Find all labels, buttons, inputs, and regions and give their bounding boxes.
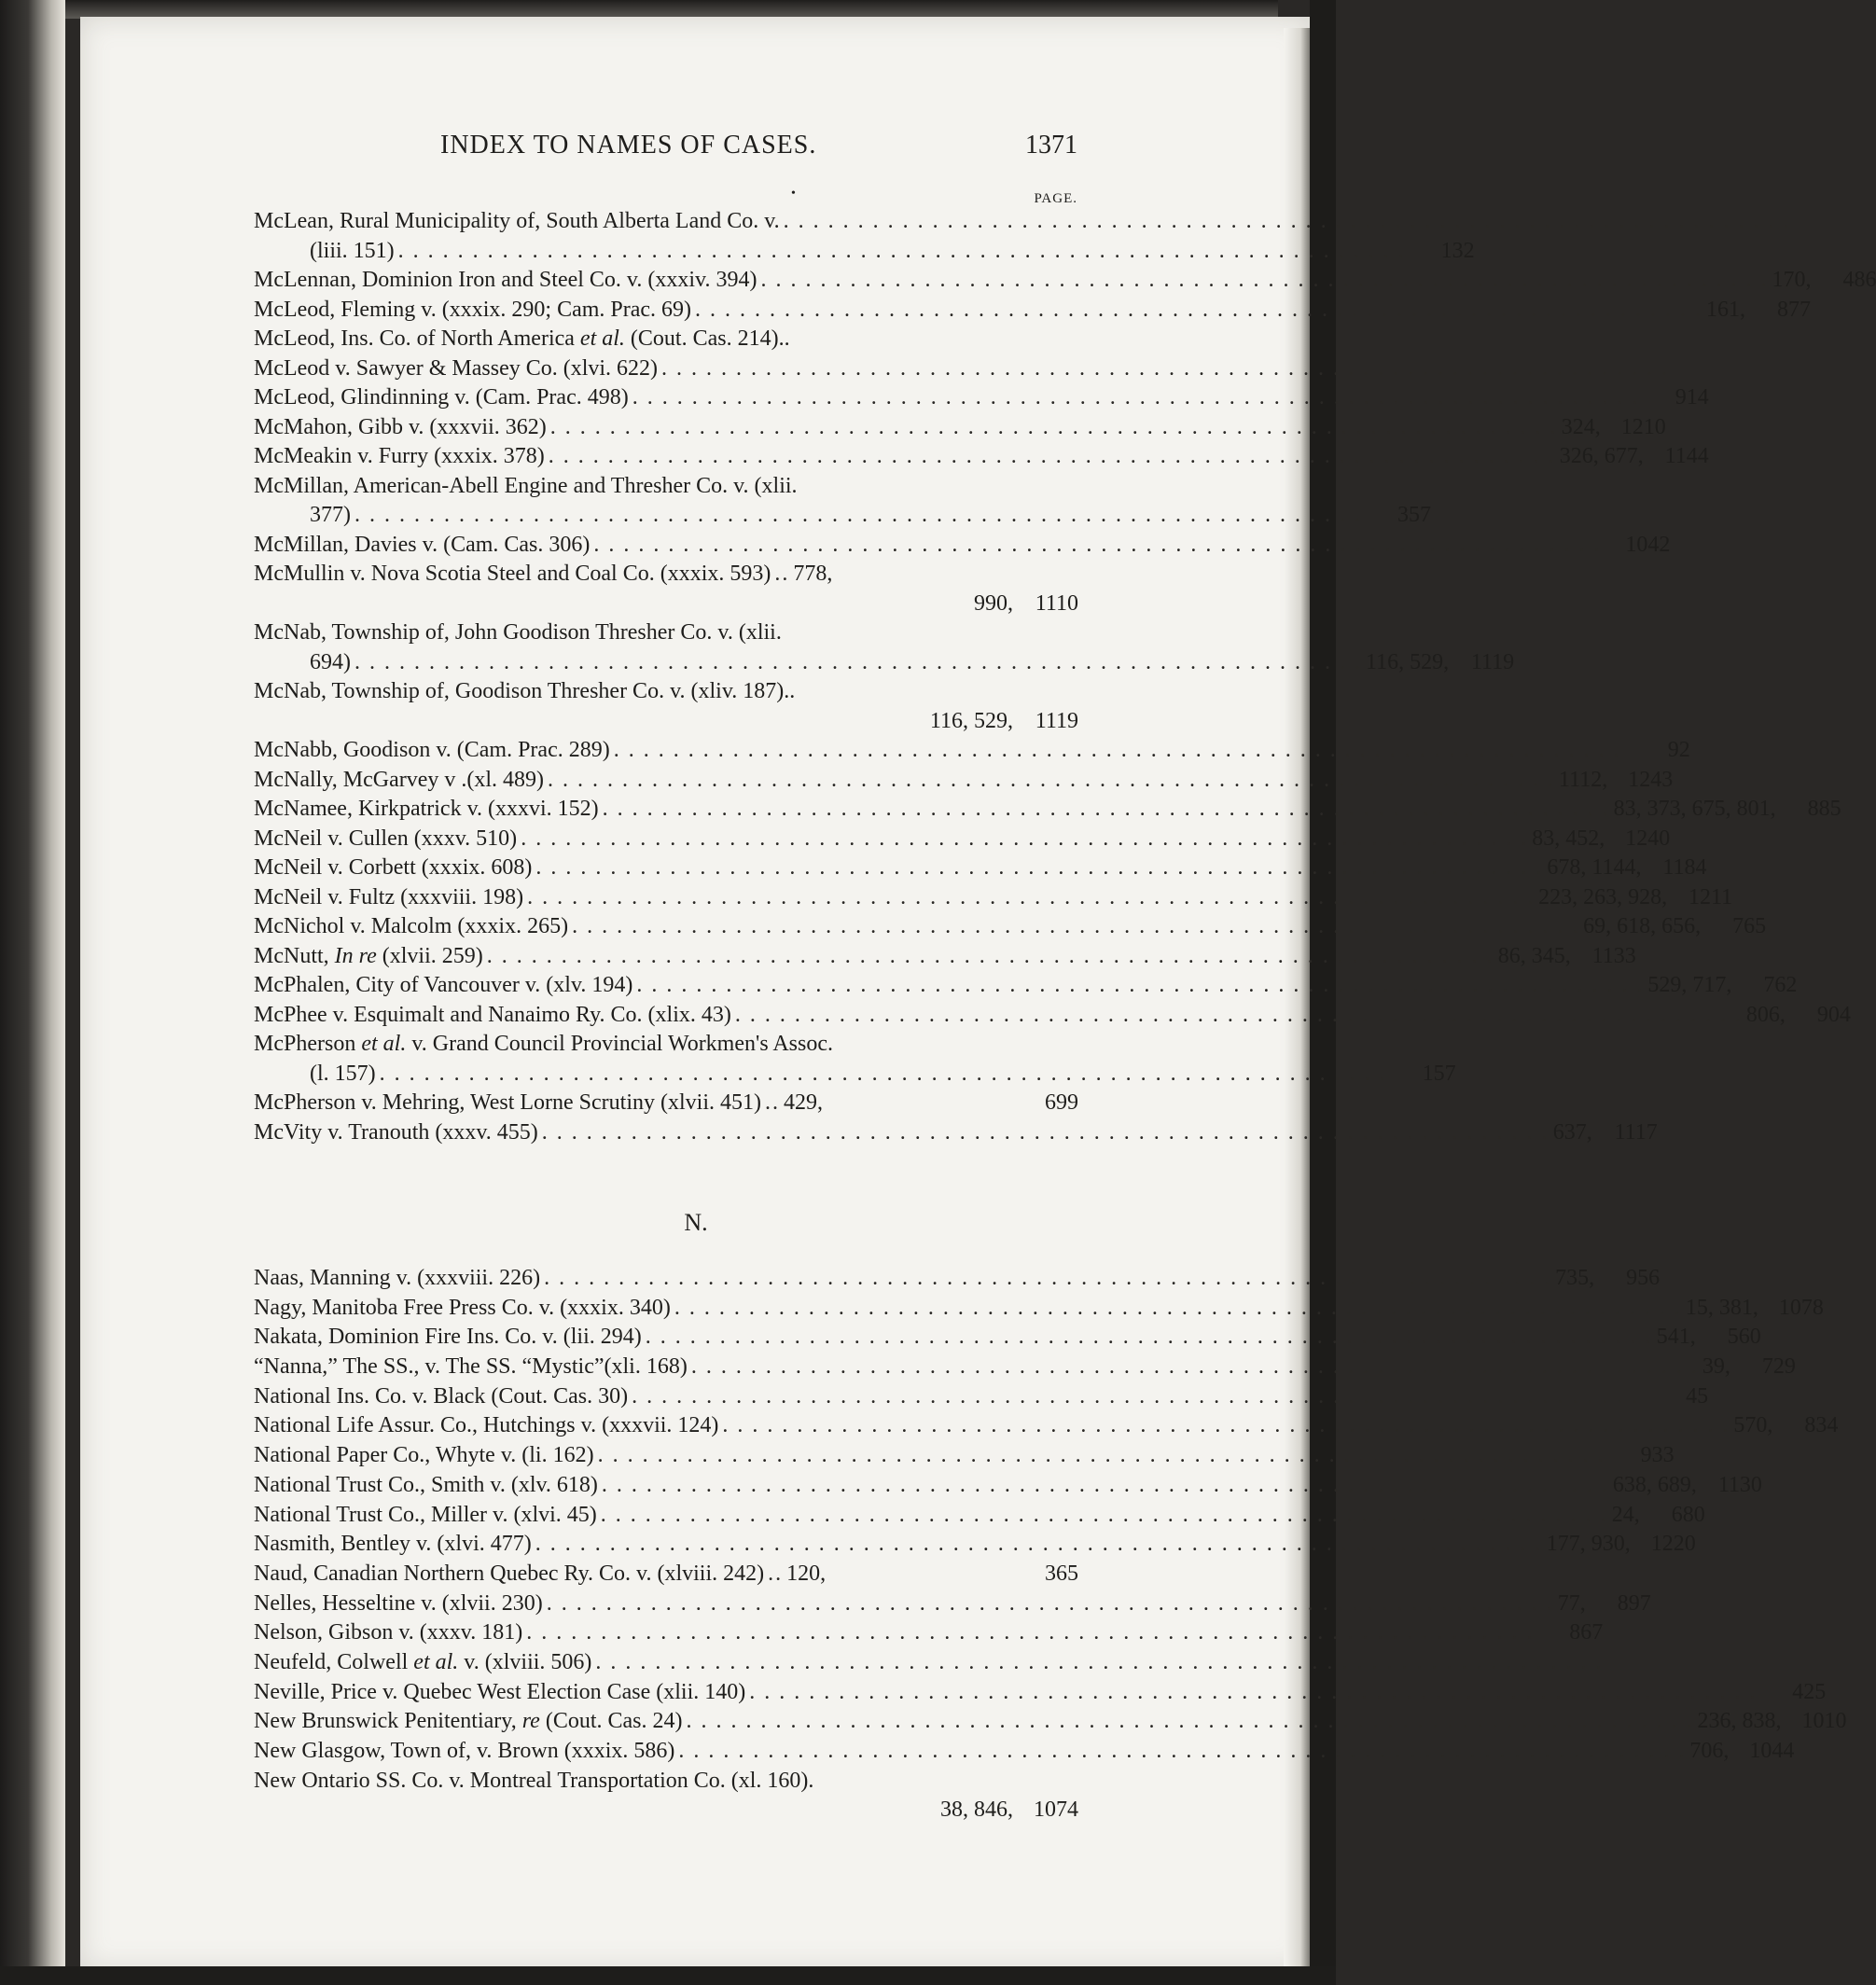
index-entry-line [254, 1411, 1839, 1441]
index-entry-line [254, 1618, 1604, 1648]
entry-page-number: 560 [1727, 1325, 1761, 1350]
entry-page-references: 541, [1656, 1325, 1696, 1350]
entry-case-name: 377) [310, 503, 351, 527]
entry-case-name: 694) [310, 649, 351, 674]
leader-dots: . . . . . . . . . . . . . . . . . . . . . . . . . . . . . . . . . . . . . . . . . . . . . . . . . . . . . . . . . . . . . . . . . . . . [645, 1325, 1653, 1350]
index-entry-line [254, 1060, 1456, 1090]
leader-dots: . . . . . . . . . . . . . . . . . . . . . . . . . . . . . . . . . . . . . . . . . . . . . . . . . . . . . . . . . . . . . . . . . . . . [535, 1532, 1543, 1557]
entry-case-name: McLennan, Dominion Iron and Steel Co. v. (xxxiv. 394) [254, 268, 757, 292]
leader-dots: . . . . . . . . . . . . . . . . . . . . . . . . . . . . . . . . . . . . . . . . . . . . . . . . . . . . . . . . . . . . . . . . . . . . [541, 1119, 1549, 1145]
entry-case-name: McPhalen, City of Vancouver v. (xlv. 194) [254, 973, 633, 997]
entry-case-name: McNab, Township of, John Goodison Thresher Co. v. (xlii. [254, 620, 782, 645]
entry-page-number: 1184 [1662, 855, 1707, 880]
leader-dots: . . . . . . . . . . . . . . . . . . . . . . . . . . . . . . . . . . . . . . . . . . . . . . . . . . . . . . . . . . . . . . . . . . . . [760, 268, 1769, 292]
leader-dots: . . . . . . . . . . . . . . . . . . . . . . . . . . . . . . . . . . . . . . . . . . . . . . . . . . . . . . . . . . . . . . . . . . . . [600, 1502, 1608, 1527]
entry-case-name: (l. 157) [310, 1061, 376, 1086]
entry-page-references: 637, [1552, 1119, 1592, 1145]
entry-case-name: McLean, Rural Municipality of, South Alberta Land Co. v. [254, 209, 780, 233]
leader-dots: . . . . . . . . . . . . . . . . . . . . . . . . . . . . . . . . . . . . . . . . . . . . . . . . . . . . . . . . . . . . . . . . . . . . [734, 1002, 1743, 1027]
index-entry-line [254, 590, 1078, 619]
entry-page-references: 706, [1689, 1739, 1730, 1763]
entry-page-references: 778, [793, 562, 833, 586]
entry-page-number: 1210 [1620, 414, 1666, 439]
index-entry-line [254, 1441, 1675, 1471]
entry-case-name: McNichol v. Malcolm (xxxix. 265) [254, 914, 569, 938]
leader-dots: . . . . . . . . . . . . . . . . . . . . . . . . . . . . . . . . . . . . . . . . . . . . . . . . . . . . . . . . . . . . . . . . . . . . [379, 1061, 1387, 1086]
leader-dots: . . . . . . . . . . . . . . . . . . . . . . . . . . . . . . . . . . . . . . . . . . . . . . . . . . . . . . . . . . . . . . . . . . . . [548, 767, 1556, 792]
entry-page-references: 24, [1611, 1502, 1640, 1527]
index-entry-line [254, 1323, 1761, 1353]
leader-dots: . . . . . . . . . . . . . . . . . . . . . . . . . . . . . . . . . . . . . . . . . . . . . . . . . . . . . . . . . . . . . . . . . . . . [613, 738, 1621, 762]
index-entry-line [254, 883, 1733, 913]
index-entry-line [254, 1530, 1696, 1560]
entry-page-number: 729 [1761, 1354, 1796, 1380]
entry-page-number: 762 [1763, 973, 1798, 997]
entry-case-name: McNutt, In re (xlvii. 259) [254, 943, 483, 968]
entry-page-number: 45 [1686, 1383, 1709, 1409]
index-entry-line [254, 1382, 1709, 1412]
entry-page-references: 120, [786, 1561, 827, 1586]
entry-case-name: McNabb, Goodison v. (Cam. Prac. 289) [254, 738, 610, 762]
entry-page-references: 170, [1772, 268, 1812, 292]
index-entry-line [254, 501, 1431, 531]
entry-case-name: National Ins. Co. v. Black (Cout. Cas. 30) [254, 1383, 629, 1409]
entry-page-number: 357 [1397, 503, 1431, 527]
entry-page-number: 1243 [1628, 767, 1674, 792]
entry-page-number: 914 [1675, 385, 1709, 409]
leader-dots: .. [774, 562, 790, 586]
entry-page-number: 699 [1045, 1090, 1078, 1115]
leader-dots: . . . . . . . . . . . . . . . . . . . . . . . . . . . . . . . . . . . . . . . . . . . . . . . . . . . . . . . . . . . . . . . . . . . . [674, 1295, 1682, 1320]
index-entry-line [254, 296, 1812, 326]
entry-case-name: McLeod, Ins. Co. of North America et al. (Cout. Cas. 214).. [254, 326, 790, 351]
entry-case-name: National Paper Co., Whyte v. (li. 162) [254, 1443, 594, 1468]
entry-page-number: 1110 [1035, 590, 1078, 616]
entry-page-number: 877 [1777, 297, 1812, 322]
entry-case-name: Nakata, Dominion Fire Ins. Co. v. (lii. 294) [254, 1325, 642, 1350]
entry-case-name: Nasmith, Bentley v. (xlvi. 477) [254, 1532, 532, 1557]
entry-case-name: McVity v. Tranouth (xxxv. 455) [254, 1119, 538, 1145]
entry-page-number: 680 [1671, 1502, 1705, 1527]
entry-page-number: 956 [1626, 1266, 1661, 1290]
entry-case-name: McMillan, American-Abell Engine and Thresher Co. v. (xlii. [254, 473, 798, 498]
entry-page-references: 529, 717, [1647, 973, 1732, 997]
index-section-m [254, 207, 1876, 1147]
entry-page-references: 429, [784, 1090, 823, 1115]
entry-case-name: McPhee v. Esquimalt and Nanaimo Ry. Co. (xlix. 43) [254, 1002, 731, 1027]
entry-page-number: 1119 [1470, 649, 1515, 674]
leader-dots: . . . . . . . . . . . . . . . . . . . . . . . . . . . . . . . . . . . . . . . . . . . . . . . . . . . . . . . . . . . . . . . . . . . . [686, 1709, 1694, 1734]
entry-case-name: McMillan, Davies v. (Cam. Cas. 306) [254, 532, 591, 557]
entry-page-number: 1133 [1591, 943, 1636, 968]
index-section-n [254, 1264, 1847, 1825]
entry-page-number: 425 [1792, 1679, 1827, 1704]
entry-page-references: 324, [1561, 414, 1601, 439]
index-entry-line [254, 207, 1791, 237]
entry-page-number: 365 [1045, 1561, 1078, 1586]
entry-case-name: McPherson et al. v. Grand Council Provincial Workmen's Assoc. [254, 1032, 834, 1056]
leader-dots: . . . . . . . . . . . . . . . . . . . . . . . . . . . . . . . . . . . . . . . . . . . . . . . . . . . . . . . . . . . . . . . . . . . . [548, 444, 1556, 468]
leader-dots: . . . . . . . . . . . . . . . . . . . . . . . . . . . . . . . . . . . . . . . . . . . . . . . . . . . . . . . . . . . . . . . . . . . . [549, 414, 1558, 439]
index-entry-line [254, 766, 1674, 796]
leader-dots: . . . . . . . . . . . . . . . . . . . . . . . . . . . . . . . . . . . . . . . . . . . . . . . . . . . . . . . . . . . . . . . . . . . . [722, 1413, 1730, 1438]
entry-page-references: 39, [1702, 1354, 1730, 1380]
leader-dots: . . . . . . . . . . . . . . . . . . . . . . . . . . . . . . . . . . . . . . . . . . . . . . . . . . . . . . . . . . . . . . . . . . . . [632, 1383, 1640, 1409]
entry-page-number: 1042 [1625, 532, 1671, 557]
entry-page-references: 678, 1144, [1547, 855, 1642, 880]
entry-page-number: 834 [1804, 1413, 1839, 1438]
entry-case-name: McPherson v. Mehring, West Lorne Scrutiny (xlvii. 451) [254, 1090, 761, 1115]
leader-dots: . . . . . . . . . . . . . . . . . . . . . . . . . . . . . . . . . . . . . . . . . . . . . . . . . . . . . . . . . . . . . . . . . . . . [593, 532, 1602, 557]
leader-dots: .. [765, 1090, 780, 1115]
entry-case-name: McMahon, Gibb v. (xxxvii. 362) [254, 414, 547, 439]
entry-page-number: 933 [1640, 1443, 1675, 1468]
index-entry-line [254, 1560, 1078, 1589]
index-entry-line [254, 1678, 1827, 1708]
entry-page-number: 92 [1667, 738, 1690, 762]
index-entry-line [254, 1001, 1851, 1031]
index-entry-line [254, 325, 1078, 354]
entry-page-references: 223, 263, 928, [1538, 884, 1668, 909]
index-entry-line [254, 677, 1078, 707]
leader-dots: . . . . . . . . . . . . . . . . . . . . . . . . . . . . . . . . . . . . . . . . . . . . . . . . . . . . . . . . . . . . . . . . . . . . [544, 1266, 1552, 1290]
index-entry-line [254, 1471, 1762, 1501]
entry-page-references: 83, 373, 675, 801, [1613, 797, 1776, 821]
entry-page-number: 1117 [1614, 1119, 1658, 1145]
entry-page-references: 735, [1555, 1266, 1595, 1290]
entry-page-number: 1119 [1035, 708, 1078, 733]
entry-page-number: 1240 [1625, 826, 1671, 851]
index-entry-line [254, 266, 1876, 296]
index-entry-line [254, 1353, 1796, 1382]
entry-page-number: 867 [1569, 1620, 1604, 1645]
index-entry-line [254, 237, 1475, 267]
entry-case-name: “Nanna,” The SS., v. The SS. “Mystic”(xli. 168) [254, 1354, 688, 1380]
entry-case-name: McNeil v. Fultz (xxxviii. 198) [254, 884, 524, 909]
entry-case-name: McNamee, Kirkpatrick v. (xxxvi. 152) [254, 797, 599, 821]
entry-page-number: 1220 [1650, 1532, 1696, 1557]
entry-case-name: New Glasgow, Town of, v. Brown (xxxix. 586) [254, 1739, 675, 1763]
entry-page-references: 990, [974, 590, 1013, 616]
index-entry-line [254, 1767, 1078, 1797]
index-entry-line [254, 1264, 1661, 1294]
entry-page-number: 885 [1807, 797, 1841, 821]
entry-page-references: 177, 930, [1546, 1532, 1631, 1557]
entry-case-name: Nelles, Hesseltine v. (xlvii. 230) [254, 1590, 543, 1616]
leader-dots: . . . . . . . . . . . . . . . . . . . . . . . . . . . . . . . . . . . . . . . . . . . . . . . . . . . . . . . . . . . . . . . . . . . . [783, 209, 1791, 233]
index-entry-line [254, 354, 1670, 384]
entry-case-name: McNally, McGarvey v .(xl. 489) [254, 767, 545, 792]
index-entry-line [254, 707, 1078, 737]
index-entry-line [254, 736, 1690, 766]
index-entry-line [254, 795, 1841, 825]
leader-dots: . . . . . . . . . . . . . . . . . . . . . . . . . . . . . . . . . . . . . . . . . . . . . . . . . . . . . . . . . . . . . . . . . . . . [597, 1443, 1605, 1468]
leader-dots: . . . . . . . . . . . . . . . . . . . . . . . . . . . . . . . . . . . . . . . . . . . . . . . . . . . . . . . . . . . . . . . . . . . . [546, 1590, 1554, 1616]
leader-dots: . . . . . . . . . . . . . . . . . . . . . . . . . . . . . . . . . . . . . . . . . . . . . . . . . . . . . . . . . . . . . . . . . . . . [521, 826, 1529, 851]
leader-dots: . . . . . . . . . . . . . . . . . . . . . . . . . . . . . . . . . . . . . . . . . . . . . . . . . . . . . . . . . . . . . . . . . . . . [636, 973, 1645, 997]
entry-page-references: 1112, [1559, 767, 1608, 792]
leader-dots: . . . . . . . . . . . . . . . . . . . . . . . . . . . . . . . . . . . . . . . . . . . . . . . . . . . . . . . . . . . . . . . . . . . . [354, 649, 1362, 674]
entry-page-number: 1130 [1717, 1472, 1762, 1497]
entry-case-name: National Life Assur. Co., Hutchings v. (xxxvii. 124) [254, 1413, 719, 1438]
index-entry-line [254, 1796, 1078, 1825]
entry-page-number: 904 [1816, 1002, 1851, 1027]
leader-dots: . . . . . . . . . . . . . . . . . . . . . . . . . . . . . . . . . . . . . . . . . . . . . . . . . . . . . . . . . . . . . . . . . . . . [486, 943, 1494, 968]
index-entry-line [254, 1501, 1705, 1531]
entry-page-number: 132 [1440, 238, 1475, 263]
index-entry-line [254, 1118, 1658, 1148]
entry-page-references: 638, 689, [1612, 1472, 1697, 1497]
entry-case-name: National Trust Co., Smith v. (xlv. 618) [254, 1472, 598, 1497]
index-entry-line [254, 1589, 1651, 1619]
entry-page-number: 1144 [1664, 444, 1709, 468]
leader-dots: . . . . . . . . . . . . . . . . . . . . . . . . . . . . . . . . . . . . . . . . . . . . . . . . . . . . . . . . . . . . . . . . . . . . [661, 355, 1670, 381]
index-entry-line [254, 472, 1078, 502]
index-entry-line [254, 942, 1636, 972]
entry-case-name: Naud, Canadian Northern Quebec Ry. Co. v. (xlviii. 242) [254, 1561, 765, 1586]
index-entry-line [254, 442, 1709, 472]
leader-dots: . . . . . . . . . . . . . . . . . . . . . . . . . . . . . . . . . . . . . . . . . . . . . . . . . . . . . . . . . . . . . . . . . . . . [397, 238, 1406, 263]
entry-case-name: New Ontario SS. Co. v. Montreal Transportation Co. (xl. 160). [254, 1768, 814, 1793]
entry-page-references: 116, 529, [1366, 649, 1450, 674]
entry-case-name: Neville, Price v. Quebec West Election Case (xlii. 140) [254, 1679, 746, 1704]
leader-dots: . . . . . . . . . . . . . . . . . . . . . . . . . . . . . . . . . . . . . . . . . . . . . . . . . . . . . . . . . . . . . . . . . . . . [527, 884, 1536, 909]
index-entry-line [254, 1294, 1824, 1324]
entry-page-references: 69, 618, 656, [1583, 914, 1702, 938]
index-entry-line [254, 1030, 1078, 1060]
entry-case-name: McMeakin v. Furry (xxxix. 378) [254, 444, 545, 468]
leader-dots: . . . . . . . . . . . . . . . . . . . . . . . . . . . . . . . . . . . . . . . . . . . . . . . . . . . . . . . . . . . . . . . . . . . . [354, 503, 1362, 527]
leader-dots: . . . . . . . . . . . . . . . . . . . . . . . . . . . . . . . . . . . . . . . . . . . . . . . . . . . . . . . . . . . . . . . . . . . . [678, 1739, 1687, 1763]
entry-page-number: 1044 [1749, 1739, 1795, 1763]
entry-case-name: (liii. 151) [310, 238, 395, 263]
entry-page-references: 83, 452, [1532, 826, 1605, 851]
entry-page-number: 157 [1422, 1061, 1456, 1086]
index-entry-line [254, 1737, 1795, 1767]
leader-dots: . . . . . . . . . . . . . . . . . . . . . . . . . . . . . . . . . . . . . . . . . . . . . . . . . . . . . . . . . . . . . . . . . . . . [690, 1354, 1699, 1380]
entry-page-number: 765 [1732, 914, 1767, 938]
index-entry-line [254, 531, 1671, 561]
leader-dots: . . . . . . . . . . . . . . . . . . . . . . . . . . . . . . . . . . . . . . . . . . . . . . . . . . . . . . . . . . . . . . . . . . . . [526, 1620, 1535, 1645]
index-entry-line [254, 1707, 1847, 1737]
leader-dots: . . . . . . . . . . . . . . . . . . . . . . . . . . . . . . . . . . . . . . . . . . . . . . . . . . . . . . . . . . . . . . . . . . . . [695, 297, 1703, 322]
entry-case-name: Nelson, Gibson v. (xxxv. 181) [254, 1620, 523, 1645]
entry-page-references: 38, 846, [940, 1798, 1013, 1823]
index-entry-line [254, 1089, 1078, 1118]
entry-page-number: 1078 [1778, 1295, 1824, 1320]
leader-dots: . . . . . . . . . . . . . . . . . . . . . . . . . . . . . . . . . . . . . . . . . . . . . . . . . . . . . . . . . . . . . . . . . . . . [749, 1679, 1758, 1704]
entry-case-name: Neufeld, Colwell et al. v. (xlviii. 506) [254, 1649, 592, 1674]
entry-case-name: National Trust Co., Miller v. (xlvi. 45) [254, 1502, 597, 1527]
index-entry-line [254, 413, 1666, 443]
index-entry-line [254, 912, 1767, 942]
entry-page-references: 15, 381, [1685, 1295, 1758, 1320]
leader-dots: . . . . . . . . . . . . . . . . . . . . . . . . . . . . . . . . . . . . . . . . . . . . . . . . . . . . . . . . . . . . . . . . . . . . [535, 855, 1544, 880]
section-heading-n: N. [684, 1209, 708, 1236]
entry-case-name: McLeod, Fleming v. (xxxix. 290; Cam. Prac. 69) [254, 297, 692, 322]
leader-dots: . . . . . . . . . . . . . . . . . . . . . . . . . . . . . . . . . . . . . . . . . . . . . . . . . . . . . . . . . . . . . . . . . . . . [601, 1472, 1609, 1497]
leader-dots: . . . . . . . . . . . . . . . . . . . . . . . . . . . . . . . . . . . . . . . . . . . . . . . . . . . . . . . . . . . . . . . . . . . . [572, 914, 1580, 938]
leader-dots: . . . . . . . . . . . . . . . . . . . . . . . . . . . . . . . . . . . . . . . . . . . . . . . . . . . . . . . . . . . . . . . . . . . . [632, 385, 1640, 409]
entry-page-references: 326, 677, [1559, 444, 1644, 468]
entry-page-references: 570, [1733, 1413, 1773, 1438]
entry-page-references: 236, 838, [1697, 1709, 1782, 1734]
bullet-mark: • [791, 187, 796, 201]
entry-page-references: 86, 345, [1497, 943, 1571, 968]
entry-case-name: New Brunswick Penitentiary, re (Cout. Cas. 24) [254, 1709, 683, 1734]
entry-page-number: 486 [1842, 268, 1876, 292]
leader-dots: . . . . . . . . . . . . . . . . . . . . . . . . . . . . . . . . . . . . . . . . . . . . . . . . . . . . . . . . . . . . . . . . . . . . [595, 1649, 1604, 1674]
index-entry-line [254, 383, 1709, 413]
leader-dots: . . . . . . . . . . . . . . . . . . . . . . . . . . . . . . . . . . . . . . . . . . . . . . . . . . . . . . . . . . . . . . . . . . . . [602, 797, 1610, 821]
leader-dots: .. [768, 1561, 784, 1586]
index-entry-line [254, 1648, 1604, 1678]
page-column-label: PAGE. [1034, 191, 1077, 206]
index-entry-line [254, 854, 1707, 883]
page-number: 1371 [1025, 131, 1077, 160]
index-entry-line [254, 560, 1078, 590]
entry-case-name: McMullin v. Nova Scotia Steel and Coal Co. (xxxix. 593) [254, 562, 771, 586]
entry-page-references: 806, [1745, 1002, 1786, 1027]
index-entry-line [254, 648, 1515, 678]
entry-case-name: Nagy, Manitoba Free Press Co. v. (xxxix. 340) [254, 1295, 671, 1320]
index-entry-line [254, 618, 1078, 648]
entry-page-references: 116, 529, [929, 708, 1013, 733]
running-head-title: INDEX TO NAMES OF CASES. [440, 131, 817, 160]
entry-page-references: 161, [1706, 297, 1746, 322]
entry-case-name: McNeil v. Cullen (xxxv. 510) [254, 826, 518, 851]
entry-case-name: McLeod v. Sawyer & Massey Co. (xlvi. 622) [254, 355, 659, 381]
entry-case-name: Naas, Manning v. (xxxviii. 226) [254, 1266, 541, 1290]
entry-page-number: 1211 [1688, 884, 1733, 909]
entry-case-name: McNeil v. Corbett (xxxix. 608) [254, 855, 533, 880]
entry-case-name: McLeod, Glindinning v. (Cam. Prac. 498) [254, 385, 629, 409]
index-entry-line [254, 825, 1671, 854]
entry-page-number: 897 [1617, 1590, 1651, 1616]
index-entry-line [254, 971, 1798, 1001]
entry-page-number: 1010 [1801, 1709, 1847, 1734]
entry-page-number: 1074 [1034, 1798, 1078, 1823]
entry-case-name: McNab, Township of, Goodison Thresher Co. v. (xliv. 187).. [254, 679, 796, 703]
entry-page-references: 77, [1557, 1590, 1586, 1616]
